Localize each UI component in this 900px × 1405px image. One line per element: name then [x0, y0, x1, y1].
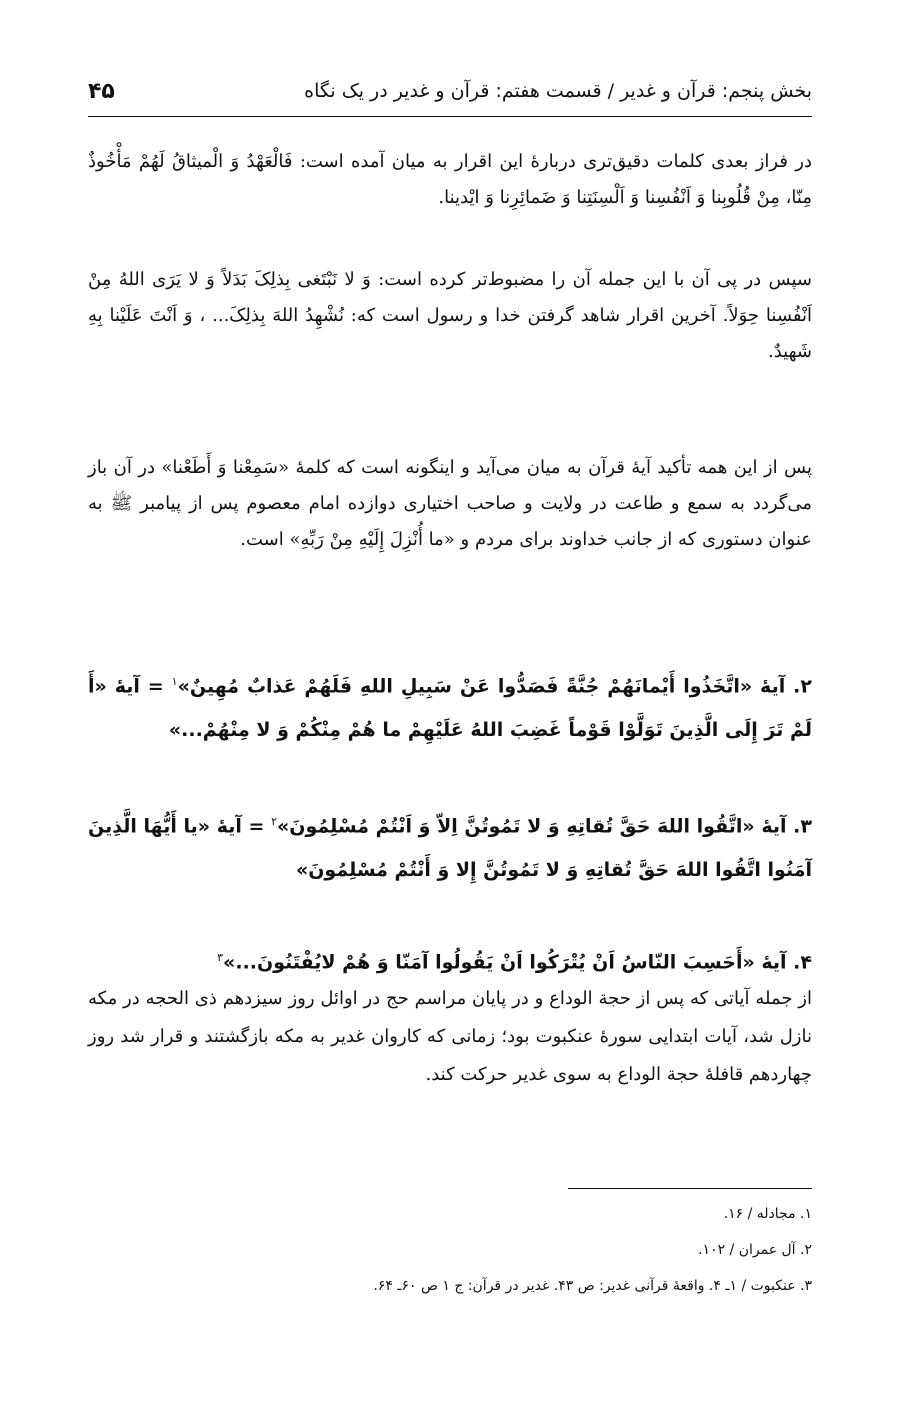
closing-paragraph: از جمله آیاتی که پس از حجة الوداع و در پایان مراسم حج در اوائل روز سیزدهم ذی الحجه در مکه نازل شد، آیات ابتدایی سورهٔ عنکبوت بود؛ زمانی که کاروان غدیر به مکه بازگشتند و قرار شد روز چهاردهم قافلهٔ حجة الوداع به سوی غدیر حرکت کند. [88, 988, 812, 1085]
ayah-text: ۴. آیهٔ «أَحَسِبَ النّاسُ اَنْ یُتْرَکُوا اَنْ یَقُولُوا آمَنّا وَ هُمْ لایُفْتَنُونَ...» [223, 951, 812, 974]
ayah-text: ۳. آیهٔ «اتَّقُوا اللهَ حَقَّ تُقاتِهِ وَ لا تَمُوتُنَّ اِلاّ وَ اَنْتُمْ مُسْلِمُونَ» [277, 815, 812, 838]
ayah-item-2 [88, 660, 812, 752]
footnote-marker: ۳ [217, 951, 224, 964]
ayah-text: ۲. آیهٔ «اتَّخَذُوا أَیْمانَهُمْ جُنَّةً فَصَدُّوا عَنْ سَبِیلِ اللهِ فَلَهُمْ عَذابٌ مُهِینٌ» [177, 675, 812, 698]
footnote-marker: ۱ [171, 675, 178, 688]
ayah-text-continued: = آیهٔ «یا أَیُّهَا الَّذِینَ آمَنُوا اتَّقُوا اللهَ حَقَّ تُقاتِهِ وَ لا تَمُوتُنَّ إِلا وَ أَنْتُمْ مُسْلِمُونَ» [88, 815, 812, 882]
book-page [88, 0, 812, 1405]
body-paragraph-2: سپس در پی آن با این جمله آن را مضبوط‌تر کرده است: وَ لا نَبْتَغی بِذلِکَ بَدَلاً وَ لا یَرَی اللهُ مِنْ اَنْفُسِنا حِوَلاً. آخرین اقرار شاهد گرفتن خدا و رسول است که: نُشْهِدُ اللهَ بِذلِکَ... ، وَ اَنْتَ عَلَیْنا بِهِ شَهیدٌ. [88, 269, 812, 362]
ayah-item-3 [88, 800, 812, 892]
ayah-item-4 [88, 936, 812, 984]
running-header [88, 74, 812, 108]
header-title: بخش پنجم: قرآن و غدیر / قسمت هفتم: قرآن و غدیر در یک نگاه [304, 80, 812, 102]
ayah-text-continued: = آیهٔ «أَ لَمْ تَرَ إِلَی الَّذِینَ تَوَلَّوْا قَوْماً غَضِبَ اللهُ عَلَیْهِمْ ما هُمْ مِنْکُمْ وَ لا مِنْهُمْ...» [88, 675, 812, 742]
body-paragraph-3: پس از این همه تأکید آیهٔ قرآن به میان می‌آید و اینگونه است که کلمهٔ «سَمِعْنا وَ أَطَعْنا» در آن باز می‌گردد به سمع و طاعت در ولایت و صاحب اختیاری دوازده امام معصوم پس از پیامبر ﷺ به عنوان دستوری که از جانب خداوند برای مردم و «ما أُنْزِلَ إِلَیْهِ مِنْ رَبِّهِ» است. [88, 457, 812, 550]
page-number: ۴۵ [88, 78, 115, 104]
body-paragraph-1: در فراز بعدی کلمات دقیق‌تری دربارهٔ این اقرار به میان آمده است: فَالْعَهْدُ وَ الْمیثاقُ لَهُمْ مَأْخُوذٌ مِنّا، مِنْ قُلُوبِنا وَ اَنْفُسِنا وَ اَلْسِنَتِنا وَ ضَمائِرِنا وَ ایْدینا. [88, 151, 812, 208]
footnote-divider [568, 1188, 812, 1189]
footnote-1: ۱. مجادله / ۱۶. [723, 1206, 812, 1222]
footnote-marker: ۲ [271, 815, 278, 828]
footnote-2: ۲. آل عمران / ۱۰۲. [698, 1242, 812, 1258]
header-divider [88, 116, 812, 117]
footnote-3: ۳. عنکبوت / ۱ـ ۴. واقعهٔ قرآنی غدیر: ص ۴۳. غدیر در قرآن: ج ۱ ص ۶۰ـ ۶۴. [373, 1278, 812, 1294]
